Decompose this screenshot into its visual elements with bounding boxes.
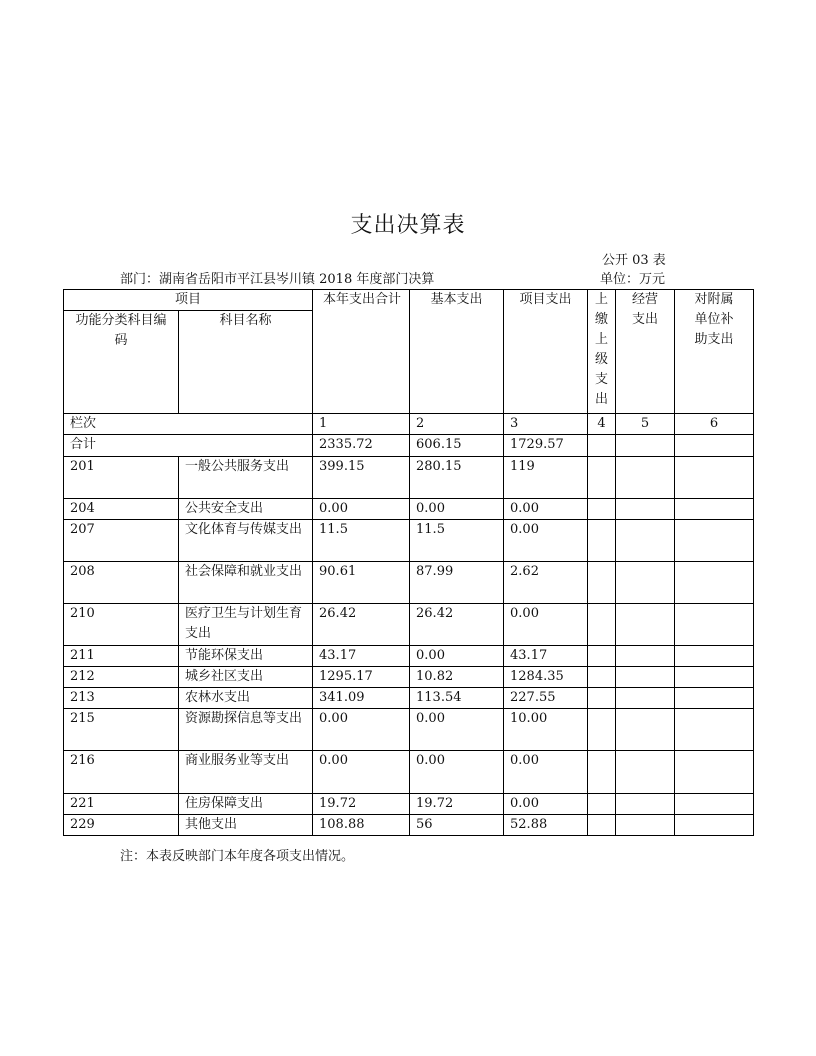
row-name: 其他支出 — [179, 815, 313, 836]
row-basic: 113.54 — [410, 688, 504, 709]
unit-label: 单位：万元 — [600, 272, 666, 287]
row-basic: 11.5 — [410, 520, 504, 562]
row-total: 108.88 — [313, 815, 410, 836]
row-code: 204 — [64, 499, 179, 520]
row-subsidy — [675, 520, 754, 562]
row-basic: 0.00 — [410, 751, 504, 794]
row-name: 社会保障和就业支出 — [179, 562, 313, 604]
column-index: 1 — [313, 414, 410, 435]
row-total: 11.5 — [313, 520, 410, 562]
row-upper — [588, 667, 616, 688]
row-basic: 0.00 — [410, 499, 504, 520]
table-row — [64, 815, 754, 836]
total-project: 1729.57 — [504, 435, 588, 457]
row-business — [616, 709, 675, 751]
row-name: 住房保障支出 — [179, 794, 313, 815]
row-business — [616, 794, 675, 815]
row-business — [616, 562, 675, 604]
row-code: 221 — [64, 794, 179, 815]
row-total: 0.00 — [313, 709, 410, 751]
row-code: 210 — [64, 604, 179, 646]
row-project: 0.00 — [504, 520, 588, 562]
row-basic: 87.99 — [410, 562, 504, 604]
header-subsidy: 对附属单位补助支出 — [675, 290, 754, 414]
department-label: 部门：湖南省岳阳市平江县岑川镇 2018 年度部门决算 — [120, 272, 435, 287]
row-name: 农林水支出 — [179, 688, 313, 709]
row-name: 医疗卫生与计划生育支出 — [179, 604, 313, 646]
row-total: 26.42 — [313, 604, 410, 646]
row-basic: 0.00 — [410, 646, 504, 667]
row-upper — [588, 562, 616, 604]
total-row — [64, 435, 754, 457]
row-total: 43.17 — [313, 646, 410, 667]
header-business: 经营支出 — [616, 290, 675, 414]
header-name: 科目名称 — [179, 311, 313, 414]
row-business — [616, 646, 675, 667]
row-name: 城乡社区支出 — [179, 667, 313, 688]
row-project: 0.00 — [504, 604, 588, 646]
row-subsidy — [675, 646, 754, 667]
row-subsidy — [675, 709, 754, 751]
table-row — [64, 604, 754, 646]
row-code: 208 — [64, 562, 179, 604]
table-row — [64, 562, 754, 604]
row-project: 43.17 — [504, 646, 588, 667]
row-upper — [588, 499, 616, 520]
column-index: 3 — [504, 414, 588, 435]
row-project: 227.55 — [504, 688, 588, 709]
header-project: 项目支出 — [504, 290, 588, 414]
header-total: 本年支出合计 — [313, 290, 410, 414]
table-row — [64, 667, 754, 688]
row-subsidy — [675, 499, 754, 520]
row-upper — [588, 794, 616, 815]
total-amount: 2335.72 — [313, 435, 410, 457]
table-row — [64, 794, 754, 815]
column-index: 2 — [410, 414, 504, 435]
total-basic: 606.15 — [410, 435, 504, 457]
row-basic: 0.00 — [410, 709, 504, 751]
table-row — [64, 751, 754, 794]
row-code: 215 — [64, 709, 179, 751]
column-index-label: 栏次 — [64, 414, 313, 435]
row-name: 公共安全支出 — [179, 499, 313, 520]
row-business — [616, 604, 675, 646]
row-subsidy — [675, 751, 754, 794]
total-business — [616, 435, 675, 457]
row-project: 10.00 — [504, 709, 588, 751]
row-project: 119 — [504, 457, 588, 499]
row-subsidy — [675, 457, 754, 499]
table-row — [64, 646, 754, 667]
row-subsidy — [675, 794, 754, 815]
header-upper: 上缴上级支出 — [588, 290, 616, 414]
row-total: 0.00 — [313, 499, 410, 520]
row-code: 213 — [64, 688, 179, 709]
row-project: 52.88 — [504, 815, 588, 836]
table-row — [64, 688, 754, 709]
total-label: 合计 — [64, 435, 313, 457]
table-row — [64, 709, 754, 751]
row-upper — [588, 604, 616, 646]
row-business — [616, 520, 675, 562]
row-upper — [588, 815, 616, 836]
row-subsidy — [675, 604, 754, 646]
row-business — [616, 499, 675, 520]
table-row — [64, 499, 754, 520]
row-subsidy — [675, 688, 754, 709]
row-basic: 10.82 — [410, 667, 504, 688]
row-upper — [588, 751, 616, 794]
row-project: 1284.35 — [504, 667, 588, 688]
row-upper — [588, 709, 616, 751]
row-subsidy — [675, 667, 754, 688]
row-project: 0.00 — [504, 499, 588, 520]
expenditure-table — [63, 289, 754, 836]
footnote: 注：本表反映部门本年度各项支出情况。 — [120, 849, 355, 864]
row-basic: 19.72 — [410, 794, 504, 815]
row-name: 节能环保支出 — [179, 646, 313, 667]
row-subsidy — [675, 562, 754, 604]
row-name: 商业服务业等支出 — [179, 751, 313, 794]
row-business — [616, 815, 675, 836]
page-title: 支出决算表 — [350, 213, 466, 238]
row-code: 201 — [64, 457, 179, 499]
row-upper — [588, 646, 616, 667]
row-name: 资源勘探信息等支出 — [179, 709, 313, 751]
column-index: 4 — [588, 414, 616, 435]
header-basic: 基本支出 — [410, 290, 504, 414]
row-code: 211 — [64, 646, 179, 667]
column-index-row — [64, 414, 754, 435]
row-name: 文化体育与传媒支出 — [179, 520, 313, 562]
row-basic: 280.15 — [410, 457, 504, 499]
row-upper — [588, 688, 616, 709]
column-index: 6 — [675, 414, 754, 435]
row-code: 229 — [64, 815, 179, 836]
total-subsidy — [675, 435, 754, 457]
form-number: 公开 03 表 — [602, 253, 666, 268]
row-code: 216 — [64, 751, 179, 794]
row-total: 19.72 — [313, 794, 410, 815]
row-code: 207 — [64, 520, 179, 562]
column-index: 5 — [616, 414, 675, 435]
row-total: 90.61 — [313, 562, 410, 604]
row-business — [616, 688, 675, 709]
total-upper — [588, 435, 616, 457]
row-upper — [588, 520, 616, 562]
row-project: 0.00 — [504, 794, 588, 815]
row-project: 0.00 — [504, 751, 588, 794]
row-business — [616, 667, 675, 688]
row-total: 1295.17 — [313, 667, 410, 688]
header-item-group: 项目 — [64, 290, 313, 311]
row-business — [616, 751, 675, 794]
row-name: 一般公共服务支出 — [179, 457, 313, 499]
header-code: 功能分类科目编码 — [64, 311, 179, 414]
row-upper — [588, 457, 616, 499]
row-subsidy — [675, 815, 754, 836]
row-total: 341.09 — [313, 688, 410, 709]
row-project: 2.62 — [504, 562, 588, 604]
row-business — [616, 457, 675, 499]
table-row — [64, 457, 754, 499]
row-basic: 26.42 — [410, 604, 504, 646]
row-total: 399.15 — [313, 457, 410, 499]
row-total: 0.00 — [313, 751, 410, 794]
row-code: 212 — [64, 667, 179, 688]
row-basic: 56 — [410, 815, 504, 836]
table-row — [64, 520, 754, 562]
